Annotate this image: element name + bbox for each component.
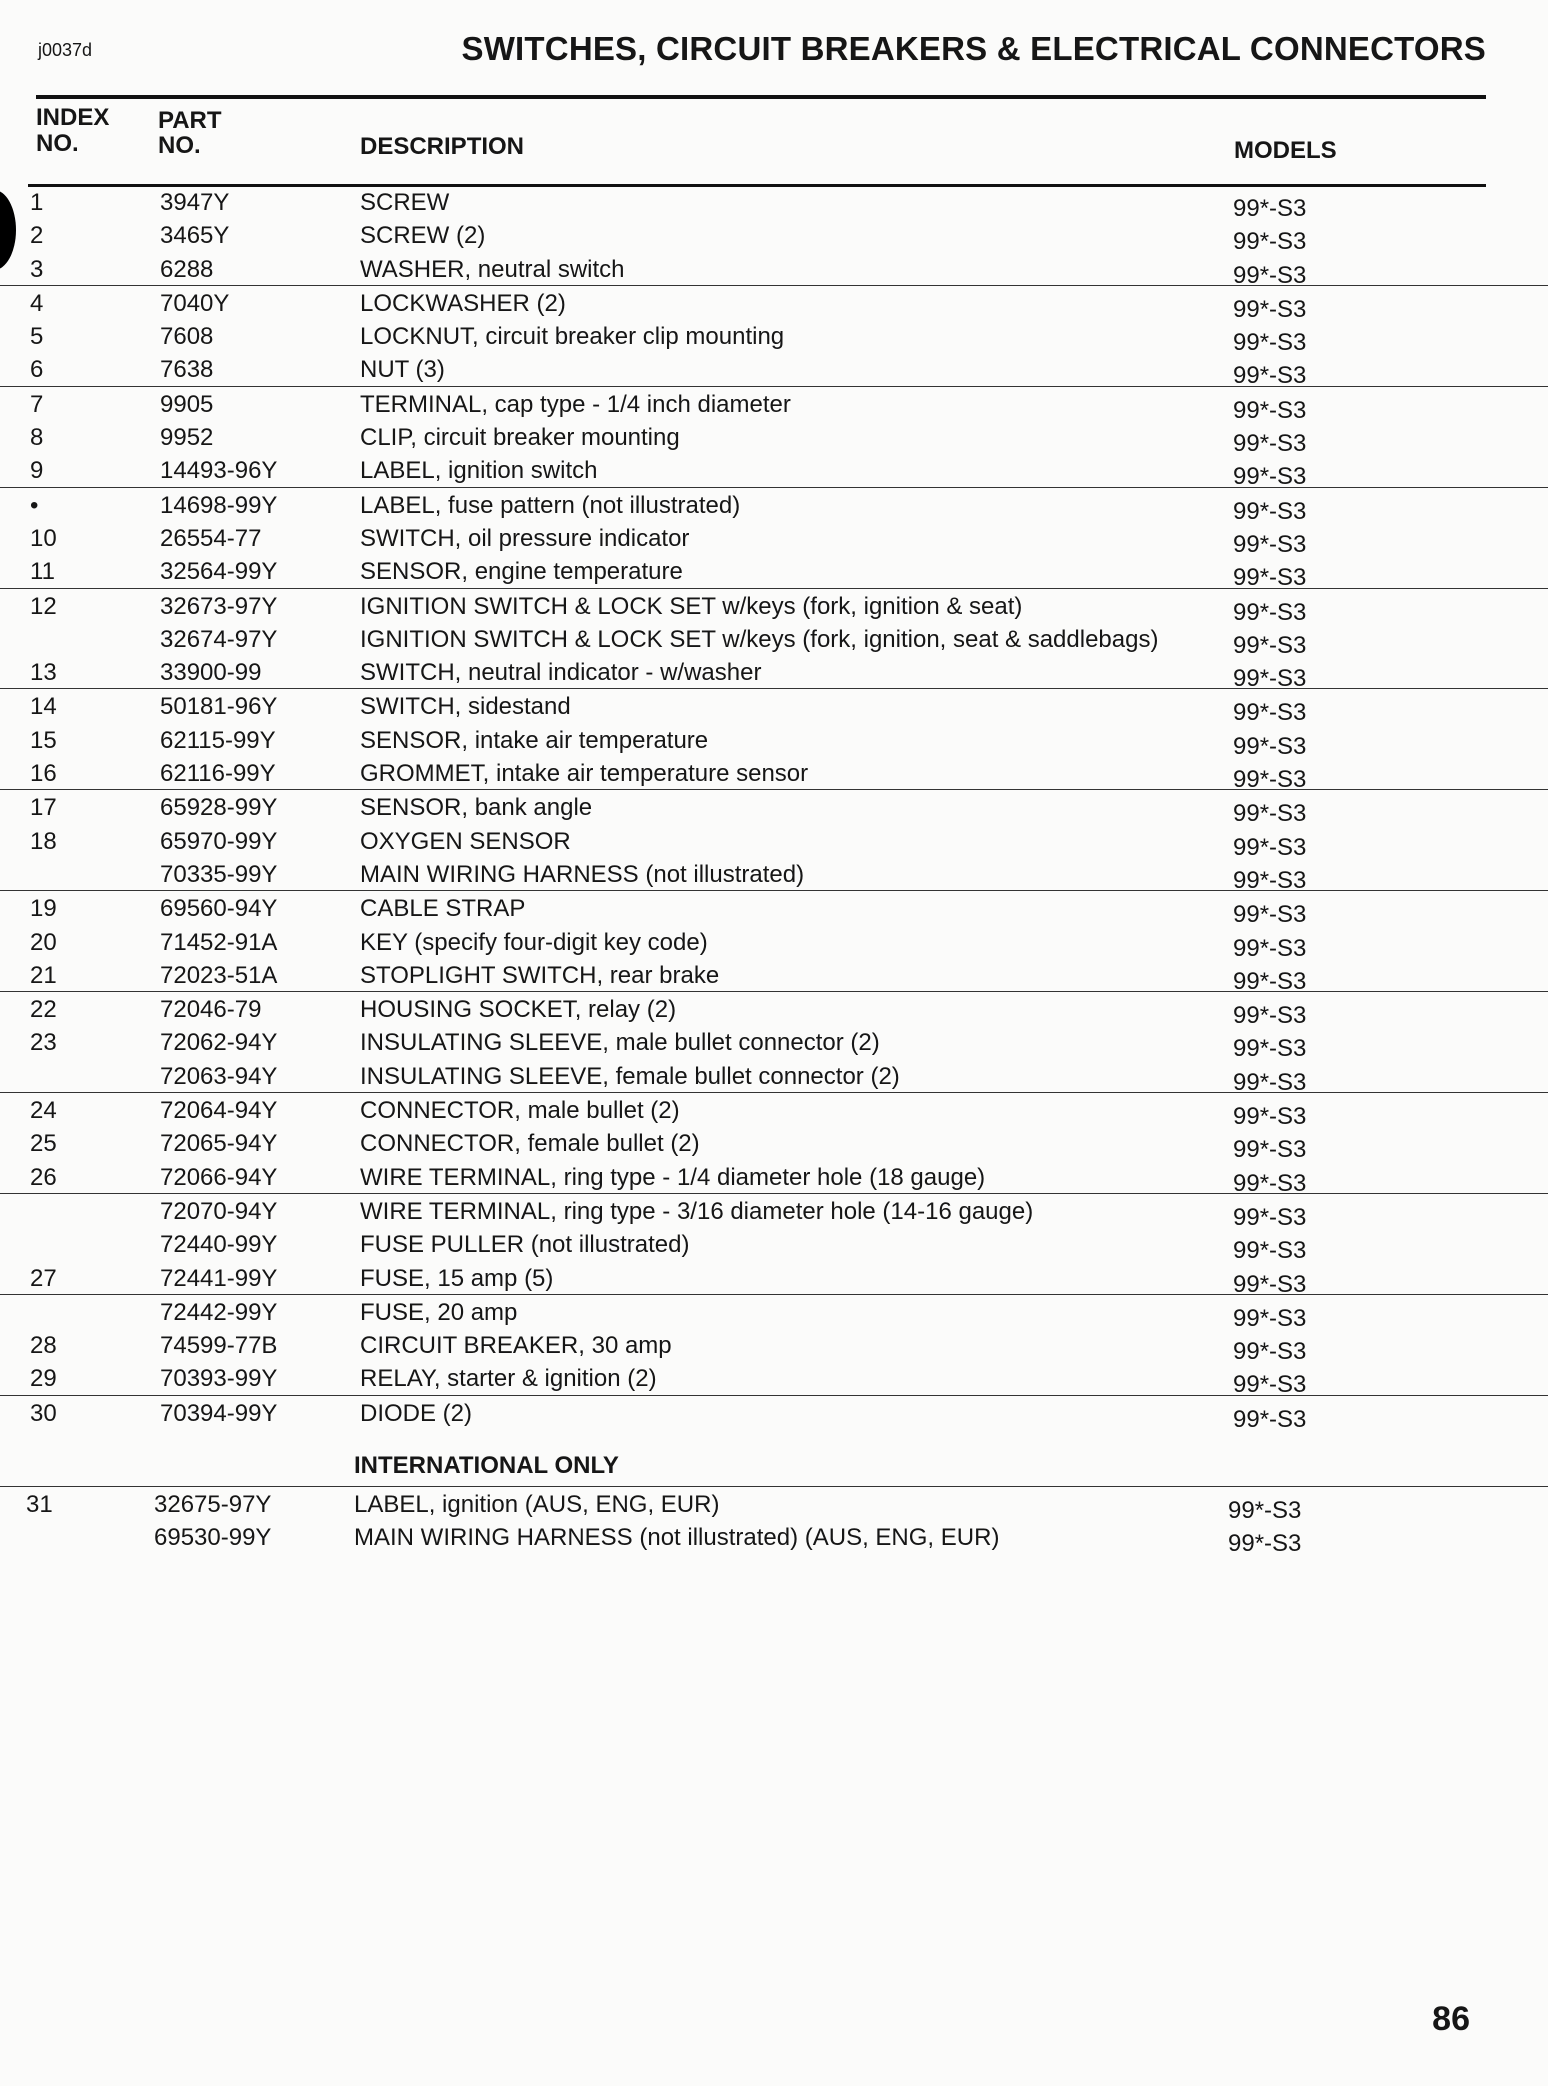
model-code: 99*-S3: [1233, 530, 1307, 558]
table-row: [0, 252, 1548, 289]
part-description: FUSE, 15 amp (5): [360, 1264, 554, 1292]
index-number: 2: [30, 222, 44, 250]
part-number: 3947Y: [160, 189, 230, 216]
model-code: 99*-S3: [1233, 631, 1307, 659]
model-code: 99*-S3: [1233, 329, 1307, 357]
index-number: 14: [30, 693, 57, 721]
index-number: 11: [30, 558, 55, 586]
model-code: 99*-S3: [1233, 1405, 1307, 1433]
model-code: 99*-S3: [1233, 598, 1307, 626]
part-number: 71452-91A: [160, 928, 278, 956]
part-number: 7638: [160, 356, 214, 384]
part-number: 72065-94Y: [160, 1130, 278, 1158]
part-description: SWITCH, sidestand: [360, 693, 571, 721]
table-row: [0, 1361, 1548, 1399]
index-number: 8: [30, 424, 44, 452]
part-number: 14493-96Y: [160, 457, 278, 485]
part-number: 9952: [160, 424, 214, 452]
part-description: NUT (3): [360, 356, 445, 384]
model-code: 99*-S3: [1233, 463, 1307, 491]
part-column-header-line1: PART: [158, 107, 222, 134]
table-row: [0, 723, 1548, 760]
index-number: 3: [30, 255, 44, 283]
model-code: 99*-S3: [1233, 295, 1307, 323]
table-row: [0, 1160, 1548, 1197]
model-code: 99*-S3: [1233, 1203, 1307, 1231]
part-description: KEY (specify four-digit key code): [360, 928, 708, 956]
part-description: RELAY, starter & ignition (2): [360, 1365, 657, 1393]
table-row: [0, 688, 1548, 727]
table-row: [0, 521, 1548, 558]
part-description: WASHER, neutral switch: [360, 255, 625, 283]
part-number: 72066-94Y: [160, 1163, 278, 1191]
table-row: [0, 789, 1548, 828]
part-description: LABEL, ignition switch: [360, 457, 598, 485]
part-description: IGNITION SWITCH & LOCK SET w/keys (fork, ignition & seat): [360, 592, 1023, 620]
model-code: 99*-S3: [1233, 261, 1307, 289]
table-row: [0, 453, 1548, 491]
part-description: FUSE PULLER (not illustrated): [360, 1231, 690, 1259]
part-number: 62115-99Y: [160, 726, 276, 754]
part-number: 3465Y: [160, 222, 230, 250]
index-number: 7: [30, 390, 44, 418]
model-code: 99*-S3: [1233, 1169, 1307, 1197]
model-code: 99*-S3: [1233, 967, 1307, 995]
part-number: 72070-94Y: [160, 1197, 278, 1225]
part-number: 62116-99Y: [160, 760, 276, 788]
table-row: [0, 1294, 1548, 1332]
part-column-header-line2: NO.: [158, 132, 201, 159]
part-number: 72063-94Y: [160, 1062, 278, 1090]
part-description: TERMINAL, cap type - 1/4 inch diameter: [360, 390, 791, 418]
part-description: SENSOR, intake air temperature: [360, 726, 709, 754]
model-code: 99*-S3: [1233, 1338, 1307, 1366]
index-number: 29: [30, 1365, 57, 1393]
index-number: 17: [30, 794, 57, 822]
index-number: 12: [30, 592, 57, 620]
table-row: [0, 588, 1548, 626]
part-number: 72064-94Y: [160, 1097, 278, 1125]
model-code: 99*-S3: [1233, 1371, 1307, 1399]
part-description: OXYGEN SENSOR: [360, 827, 571, 855]
index-number: 26: [30, 1163, 57, 1191]
table-row: [0, 1520, 1548, 1558]
models-column-header: MODELS: [1234, 137, 1337, 164]
index-number: 28: [30, 1332, 57, 1360]
part-description: GROMMET, intake air temperature sensor: [360, 760, 809, 788]
model-code: 99*-S3: [1233, 1103, 1307, 1131]
index-number: 18: [30, 827, 57, 855]
part-number: 33900-99: [160, 659, 262, 687]
part-description: SWITCH, neutral indicator - w/washer: [360, 659, 762, 687]
index-number: 24: [30, 1097, 57, 1125]
index-column-header-line2: NO.: [36, 130, 79, 157]
table-row: [0, 386, 1548, 424]
table-row: [0, 554, 1548, 592]
part-number: 72441-99Y: [160, 1264, 278, 1292]
model-code: 99*-S3: [1233, 195, 1307, 222]
part-number: 26554-77: [160, 524, 262, 552]
table-row: [0, 958, 1548, 995]
part-description: SCREW: [360, 189, 450, 216]
model-code: 99*-S3: [1228, 1497, 1302, 1524]
index-number: 16: [30, 760, 57, 788]
part-description: FUSE, 20 amp: [360, 1298, 518, 1326]
model-code: 99*-S3: [1233, 833, 1307, 861]
table-row: [0, 1486, 1548, 1524]
table-row: [0, 352, 1548, 390]
part-description: CLIP, circuit breaker mounting: [360, 424, 680, 452]
table-row: [0, 824, 1548, 861]
part-description: LOCKNUT, circuit breaker clip mounting: [360, 323, 785, 351]
international-section-title: INTERNATIONAL ONLY: [354, 1452, 619, 1479]
table-row: [0, 1227, 1548, 1265]
model-code: 99*-S3: [1233, 564, 1307, 592]
table-row: [0, 1025, 1548, 1063]
index-number: 15: [30, 726, 57, 754]
model-code: 99*-S3: [1233, 497, 1307, 525]
table-row: [0, 890, 1548, 929]
part-number: 9905: [160, 390, 214, 418]
index-number: 20: [30, 928, 57, 956]
part-number: 72062-94Y: [160, 1029, 278, 1057]
part-number: 65928-99Y: [160, 794, 278, 822]
part-description: MAIN WIRING HARNESS (not illustrated) (AUS, ENG, EUR): [354, 1524, 1000, 1552]
model-code: 99*-S3: [1233, 1035, 1307, 1063]
description-column-header: DESCRIPTION: [360, 133, 525, 160]
table-row: [0, 319, 1548, 357]
page-number: 86: [1432, 2000, 1470, 2038]
part-number: 69560-94Y: [160, 895, 278, 923]
table-row: [0, 655, 1548, 693]
part-number: 50181-96Y: [160, 693, 278, 721]
model-code: 99*-S3: [1233, 934, 1307, 962]
part-description: SENSOR, bank angle: [360, 794, 593, 822]
part-number: 65970-99Y: [160, 827, 278, 855]
part-number: 70335-99Y: [160, 860, 278, 888]
model-code: 99*-S3: [1233, 1136, 1307, 1164]
part-description: LABEL, fuse pattern (not illustrated): [360, 491, 741, 519]
table-row: [0, 420, 1548, 458]
part-number: 72440-99Y: [160, 1231, 278, 1259]
table-row: [0, 857, 1548, 894]
table-row: [0, 756, 1548, 794]
part-description: WIRE TERMINAL, ring type - 3/16 diameter hole (14-16 gauge): [360, 1197, 1034, 1225]
part-number: 72023-51A: [160, 961, 278, 989]
international-parts-table: [0, 1486, 1548, 1558]
part-number: 72046-79: [160, 996, 262, 1024]
part-number: 74599-77B: [160, 1332, 278, 1360]
page-title: SWITCHES, CIRCUIT BREAKERS & ELECTRICAL CONNECTORS: [461, 30, 1486, 67]
part-description: SWITCH, oil pressure indicator: [360, 524, 690, 552]
part-description: LABEL, ignition (AUS, ENG, EUR): [354, 1491, 720, 1518]
index-number: 5: [30, 323, 44, 351]
part-description: CONNECTOR, male bullet (2): [360, 1097, 680, 1125]
model-code: 99*-S3: [1233, 1237, 1307, 1265]
part-description: HOUSING SOCKET, relay (2): [360, 996, 677, 1024]
model-code: 99*-S3: [1233, 1068, 1307, 1096]
table-row: [0, 1126, 1548, 1164]
index-number: 4: [30, 289, 44, 317]
part-number: 14698-99Y: [160, 491, 278, 519]
part-number: 69530-99Y: [154, 1524, 272, 1552]
part-description: WIRE TERMINAL, ring type - 1/4 diameter hole (18 gauge): [360, 1163, 986, 1191]
model-code: 99*-S3: [1233, 1304, 1307, 1332]
model-code: 99*-S3: [1233, 362, 1307, 390]
index-number: 6: [30, 356, 44, 384]
table-row: [0, 1328, 1548, 1366]
part-description: SENSOR, engine temperature: [360, 558, 683, 586]
model-code: 99*-S3: [1233, 800, 1307, 828]
model-code: 99*-S3: [1228, 1530, 1302, 1558]
index-number: 30: [30, 1399, 57, 1427]
index-number: 27: [30, 1264, 57, 1292]
document-code: j0037d: [38, 40, 93, 60]
table-row: [0, 1261, 1548, 1298]
index-number: 31: [26, 1491, 53, 1518]
model-code: 99*-S3: [1233, 699, 1307, 727]
index-number: 19: [30, 895, 57, 923]
table-row: [0, 185, 1548, 222]
part-description: CIRCUIT BREAKER, 30 amp: [360, 1332, 672, 1360]
part-description: SCREW (2): [360, 222, 486, 250]
part-number: 70394-99Y: [160, 1399, 278, 1427]
model-code: 99*-S3: [1233, 430, 1307, 458]
table-row: [0, 1092, 1548, 1131]
table-row: [0, 1193, 1548, 1231]
part-description: MAIN WIRING HARNESS (not illustrated): [360, 860, 805, 888]
part-description: IGNITION SWITCH & LOCK SET w/keys (fork, ignition, seat & saddlebags): [360, 625, 1159, 653]
part-number: 32564-99Y: [160, 558, 278, 586]
part-description: CABLE STRAP: [360, 895, 526, 923]
part-number: 32675-97Y: [154, 1491, 272, 1518]
table-row: [0, 487, 1548, 525]
model-code: 99*-S3: [1233, 665, 1307, 693]
index-number: •: [30, 491, 39, 519]
table-row: [0, 622, 1548, 659]
part-description: CONNECTOR, female bullet (2): [360, 1130, 700, 1158]
table-row: [0, 925, 1548, 962]
part-description: STOPLIGHT SWITCH, rear brake: [360, 961, 720, 989]
part-description: INSULATING SLEEVE, female bullet connector (2): [360, 1062, 900, 1090]
table-row: [0, 285, 1548, 323]
part-description: INSULATING SLEEVE, male bullet connector (2): [360, 1029, 880, 1057]
model-code: 99*-S3: [1233, 901, 1307, 929]
index-number: 1: [30, 189, 44, 216]
index-number: 9: [30, 457, 44, 485]
index-number: 25: [30, 1130, 57, 1158]
model-code: 99*-S3: [1233, 396, 1307, 424]
part-number: 70393-99Y: [160, 1365, 278, 1393]
table-row: [0, 218, 1548, 256]
part-number: 32674-97Y: [160, 625, 278, 653]
part-number: 7040Y: [160, 289, 230, 317]
index-column-header-line1: INDEX: [36, 104, 110, 131]
parts-table: [0, 185, 1548, 1433]
model-code: 99*-S3: [1233, 732, 1307, 760]
table-row: [0, 1395, 1548, 1433]
model-code: 99*-S3: [1233, 866, 1307, 894]
part-number: 32673-97Y: [160, 592, 278, 620]
index-number: 23: [30, 1029, 57, 1057]
part-number: 7608: [160, 323, 214, 351]
index-number: 13: [30, 659, 57, 687]
index-number: 22: [30, 996, 57, 1024]
part-number: 6288: [160, 255, 214, 283]
part-number: 72442-99Y: [160, 1298, 278, 1326]
title-divider: [36, 95, 1486, 99]
index-number: 10: [30, 524, 57, 552]
model-code: 99*-S3: [1233, 228, 1307, 256]
model-code: 99*-S3: [1233, 1270, 1307, 1298]
part-description: LOCKWASHER (2): [360, 289, 566, 317]
model-code: 99*-S3: [1233, 766, 1307, 794]
table-row: [0, 991, 1548, 1030]
index-number: 21: [30, 961, 57, 989]
table-row: [0, 1059, 1548, 1096]
model-code: 99*-S3: [1233, 1002, 1307, 1030]
part-description: DIODE (2): [360, 1399, 473, 1427]
